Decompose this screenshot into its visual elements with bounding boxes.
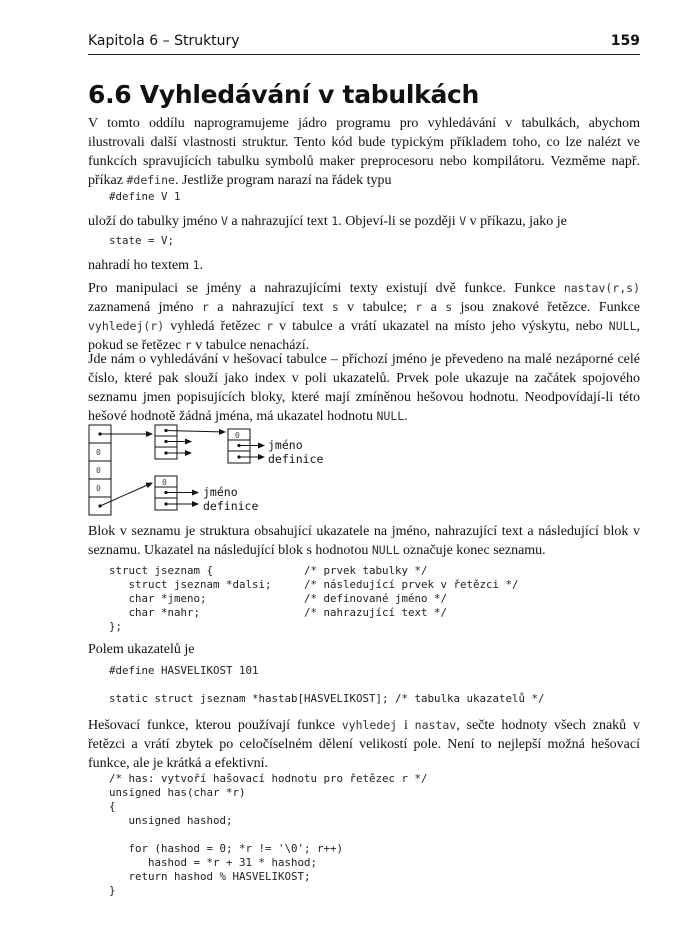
running-header xyxy=(88,30,640,55)
paragraph-hash-function: Hešovací funkce, kterou používají funkce vyhledej i nastav, sečte hodnoty všech znaků v řetězci a vrátí zbytek po celočíselném dělení velikostí pole. Není to nejlepší možná hešovací funkce, ale je krátká a efektivní. xyxy=(88,718,640,771)
page xyxy=(88,0,640,943)
label-def-2: definice xyxy=(203,499,259,513)
code-hastab: #define HASVELIKOST 101 static struct jseznam *hastab[HASVELIKOST]; /* tabulka ukazatelů */ xyxy=(109,664,545,705)
code-struct: struct jseznam { /* prvek tabulky */ struct jseznam *dalsi; /* následující prvek v řetězci */ char *jmeno; /* definované jméno */ char *nahr; /* nahrazující text */ }; xyxy=(109,564,519,633)
paragraph-pointer-array: Polem ukazatelů je xyxy=(88,642,195,657)
code-has-function: /* has: vytvoří hašovací hodnotu pro řetězec r */ unsigned has(char *r) { unsigned hashod; for (hashod = 0; *r != '\0'; r++) hashod = *r + 31 * hashod; return hashod % HASVELIKOST; } xyxy=(109,772,428,897)
hash-table-diagram xyxy=(88,423,448,518)
paragraph-functions: Pro manipulaci se jmény a nahrazujícími texty existují dvě funkce. Funkce nastav(r,s) zaznamená jméno r a nahrazující text s v tabulce; r a s jsou znakové řetězce. Funkce vyhledej(r) vyhledá řetězec r v tabulce a vrátí ukazatel na místo jeho výskytu, nebo NULL, pokud se řetězec r v tabulce nenachází. xyxy=(88,281,641,353)
block2-null: 0 xyxy=(235,431,240,440)
label-name-1: jméno xyxy=(268,438,303,452)
paragraph-hash-table: Jde nám o vyhledávání v hešovací tabulce – příchozí jméno je převedeno na malé nezáporné celé číslo, které pak slouží jako index v poli ukazatelů. Prvek pole ukazuje na začátek spojového seznamu jmen popisujících bloky, které mají zmíněnou hešovou hodnotu. Neodpovídají-li této hešové hodnotě žádná jména, má ukazatel hodnotu NULL. xyxy=(88,352,640,424)
page-number: 159 xyxy=(610,33,640,49)
label-def-1: definice xyxy=(268,452,324,466)
chapter-title: Kapitola 6 – Struktury xyxy=(88,33,240,49)
code-define-v: #define V 1 xyxy=(109,190,181,203)
code-state: state = V; xyxy=(109,234,175,247)
array-null-2: 0 xyxy=(96,466,101,475)
paragraph-intro: V tomto oddílu naprogramujeme jádro programu pro vyhledávání v tabulkách, abychom ilustrovali další vlastnosti struktur. Tento kód bude typickým příkladem toho, co lze nalézt ve funkcích spravujících tabulku symbolů maker preprocesoru nebo kompilátoru. Vezměme např. příkaz #define. Jestliže program narazí na řádek typu xyxy=(88,116,640,188)
paragraph-block: Blok v seznamu je struktura obsahující ukazatele na jméno, nahrazující text a následující blok v seznamu. Ukazatel na následující blok s hodnotou NULL označuje konec seznamu. xyxy=(88,524,640,558)
paragraph-store: uloží do tabulky jméno V a nahrazující text 1. Objeví-li se později V v příkazu, jako je xyxy=(88,214,567,229)
block3-null: 0 xyxy=(162,478,167,487)
label-name-2: jméno xyxy=(203,485,238,499)
array-null-1: 0 xyxy=(96,448,101,457)
array-null-3: 0 xyxy=(96,484,101,493)
paragraph-replace: nahradí ho textem 1. xyxy=(88,258,204,273)
section-title: 6.6 Vyhledávání v tabulkách xyxy=(88,80,480,109)
